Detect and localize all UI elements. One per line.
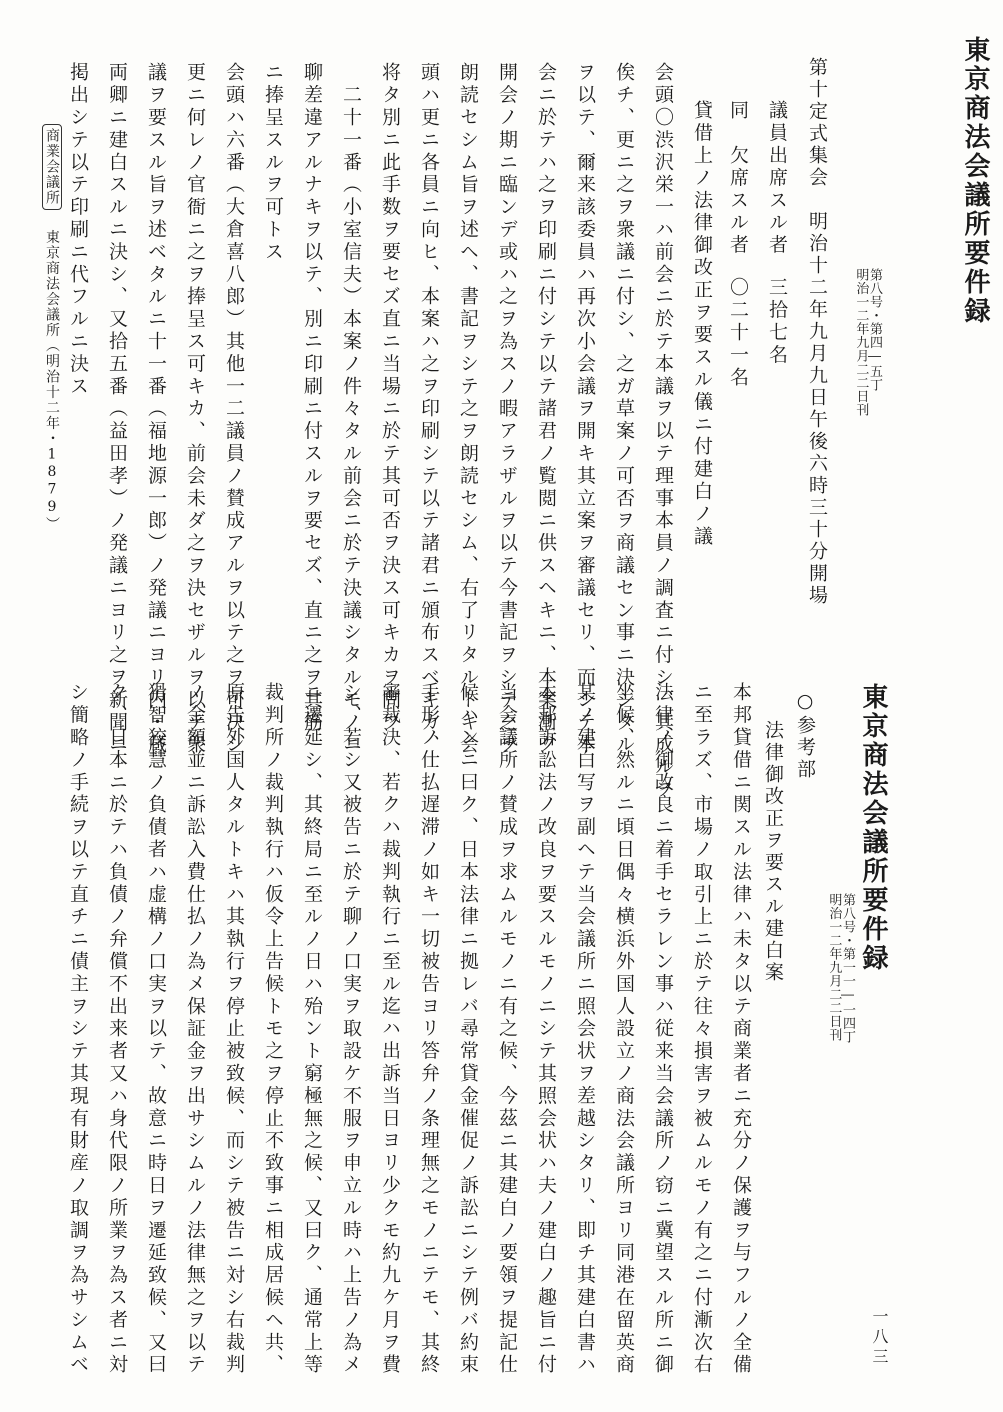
lower-line: 当会議所ノ賛成ヲ求ムルモノニ有之候、今茲ニ其建白ノ要領ヲ提記仕: [496, 682, 518, 1377]
lower-line: 原告外国人タルトキハ其執行ヲ停止被致候、而シテ被告ニ対シ右裁判: [223, 682, 245, 1377]
source-citation: [45, 124, 59, 532]
upper-line: 頭ハ更ニ各員ニ向ヒ、本案ハ之ヲ印刷シテ以テ諸君ニ頒布スベキカ、: [418, 62, 440, 757]
upper-issue-info: [854, 268, 881, 417]
lower-line: 坐候、然ルニ頃日偶々横浜外国人設立ノ商法会議所ヨリ同港在留英商: [613, 682, 635, 1377]
lower-line: ク、日本ニ於テハ負債ノ弁償不出来者又ハ身代限ノ所業ヲ為ス者ニ対: [106, 682, 128, 1377]
lower-line: シ簡略ノ手続ヲ以テ直チニ債主ヲシテ其現有財産ノ取調ヲ為サシムベ: [67, 682, 89, 1377]
lower-line: 猾智狡慧ノ負債者ハ虚構ノ口実ヲ以テ、故意ニ時日ヲ遷延致候、又曰: [145, 682, 167, 1377]
upper-line: 聊差違アルナキヲ以テ、別ニ印刷ニ付スルヲ要セズ、直ニ之ヲ其筋: [301, 62, 323, 734]
attendance-absent-count: 〇二十一名: [727, 277, 749, 389]
lower-line: 審裁決、若クハ裁判執行ニ至ル迄ハ出訴当日ヨリ少クモ約九ケ月ヲ費: [379, 682, 401, 1377]
lower-line: ニ遷延シ、其終局ニ至ルノ日ハ殆ント窮極無之候、又曰ク、通常上等: [301, 682, 323, 1377]
upper-line: 掲出シテ以テ印刷ニ代フルニ決ス: [67, 62, 89, 398]
lower-line: ニ至ラズ、市場ノ取引上ニ於テ往々損害ヲ被ムルモノ有之ニ付漸次右: [691, 682, 713, 1377]
lower-line: 手形ノ仕払遅滞ノ如キ一切被告ヨリ答弁ノ条理無之モノニテモ、其終: [418, 682, 440, 1377]
upper-line: ヲ以テ、爾来該委員ハ再次小会議ヲ開キ其立案ヲ審議セリ、而シテ本: [574, 62, 596, 757]
lower-line: 某ノ建白写ヲ副ヘテ当会議所ニ照会状ヲ差越シタリ、即チ其建白書ハ: [574, 682, 596, 1377]
attendance-absent-label: 同 欠席スル者: [727, 100, 749, 257]
upper-line: 二十一番（小室信夫）本案ノ件々タル前会ニ於テ決議シタルモノニ: [340, 62, 362, 757]
page-number: 一八三: [870, 1308, 889, 1368]
upper-line: 将タ別ニ此手数ヲ要セズ直ニ当場ニ於テ其可否ヲ決ス可キカヲ問フ: [379, 62, 401, 734]
source-text: 東京商法会議所（明治十二年・1879）: [44, 229, 60, 532]
lower-line: シ、若シ又被告ニ於テ聊ノ口実ヲ取設ケ不服ヲ申立ル時ハ上告ノ為メ: [340, 682, 362, 1377]
agenda-title: 貸借上ノ法律御改正ヲ要スル儀ニ付建白ノ議: [691, 100, 713, 548]
lower-line: 候ハンニ曰ク、日本法律ニ拠レバ尋常貸金催促ノ訴訟ニシテ例バ約束: [457, 682, 479, 1377]
upper-issue-line2: 明治一二年九月二二日刊: [853, 268, 869, 417]
attendance-present-count: 三拾七名: [766, 277, 788, 367]
lower-line: 本邦貸借ニ関スル法律ハ未タ以テ商業者ニ充分ノ保護ヲ与フルノ全備: [730, 682, 752, 1377]
lower-issue-info: [827, 893, 854, 1044]
upper-line: 朗読セシム旨ヲ述ヘ、書記ヲシテ之ヲ朗読セシム、右了リタルトキ会: [457, 62, 479, 757]
upper-journal-title: 東京商法会議所要件録: [960, 36, 990, 326]
lower-journal-title: 東京商法会議所要件録: [858, 683, 888, 973]
upper-line: 俟チ、更ニ之ヲ衆議ニ付シ、之ガ草案ノ可否ヲ商議セン事ニ決シタル: [613, 62, 635, 757]
upper-line: ニ捧呈スルヲ可トス: [262, 62, 284, 264]
upper-line: 会頭〇渋沢栄一ハ前会ニ於テ本議ヲ以テ理事本員ノ調査ニ付シ、其成ルヲ: [652, 62, 674, 802]
lower-issue-line2: 明治一二年九月二二日刊: [826, 893, 842, 1042]
lower-line: 裁判所ノ裁判執行ハ仮令上告候トモ之ヲ停止不致事ニ相成居候ヘ共、: [262, 682, 284, 1377]
upper-line: 更ニ何レノ官衙ニ之ヲ捧呈ス可キカ、前会未ダ之ヲ決セザルヲ以テ衆: [184, 62, 206, 757]
proposal-title: 法律御改正ヲ要スル建白案: [762, 720, 784, 984]
section-label: ○参考部: [794, 690, 816, 781]
upper-line: 会ニ於テハ之ヲ印刷ニ付シテ以テ諸君ノ覧閲ニ供スヘキニ、本案漸ク: [535, 62, 557, 757]
lower-line: 法律ノ御改良ニ着手セラレン事ハ従来当会議所ノ窃ニ冀望スル所ニ御: [652, 682, 674, 1377]
upper-line: 両卿ニ建白スルニ決シ、又拾五番（益田孝）ノ発議ニヨリ之ヲ新聞ニ: [106, 62, 128, 757]
upper-line: 議ヲ要スル旨ヲ述ベタルニ十一番（福地源一郎）ノ発議ニヨリ内・蔵: [145, 62, 167, 757]
upper-meeting-line: 第十定式集会 明治十二年九月九日午後六時三十分開場: [806, 57, 828, 607]
lower-line: ノ金額並ニ訴訟入費仕払ノ為メ保証金ヲ出サシムルノ法律無之ヲ以テ: [184, 682, 206, 1377]
upper-issue-line1: 第八号・第四―五丁: [867, 268, 882, 392]
upper-line: 開会ノ期ニ臨ンデ或ハ之ヲ為スノ暇アラザルヲ以テ今書記ヲシテ之ヲ: [496, 62, 518, 757]
attendance-present-label: 議員出席スル者: [766, 100, 788, 257]
source-label: 商業会議所: [42, 124, 62, 210]
lower-line: 本邦訴訟法ノ改良ヲ要スルモノニシテ其照会状ハ夫ノ建白ノ趣旨ニ付: [535, 682, 557, 1377]
lower-issue-line1: 第八号・第一一―一四丁: [840, 893, 855, 1044]
upper-line: 会頭ハ六番（大倉喜八郎）其他一二議員ノ賛成アルヲ以テ之ヲ可決シ: [223, 62, 245, 757]
